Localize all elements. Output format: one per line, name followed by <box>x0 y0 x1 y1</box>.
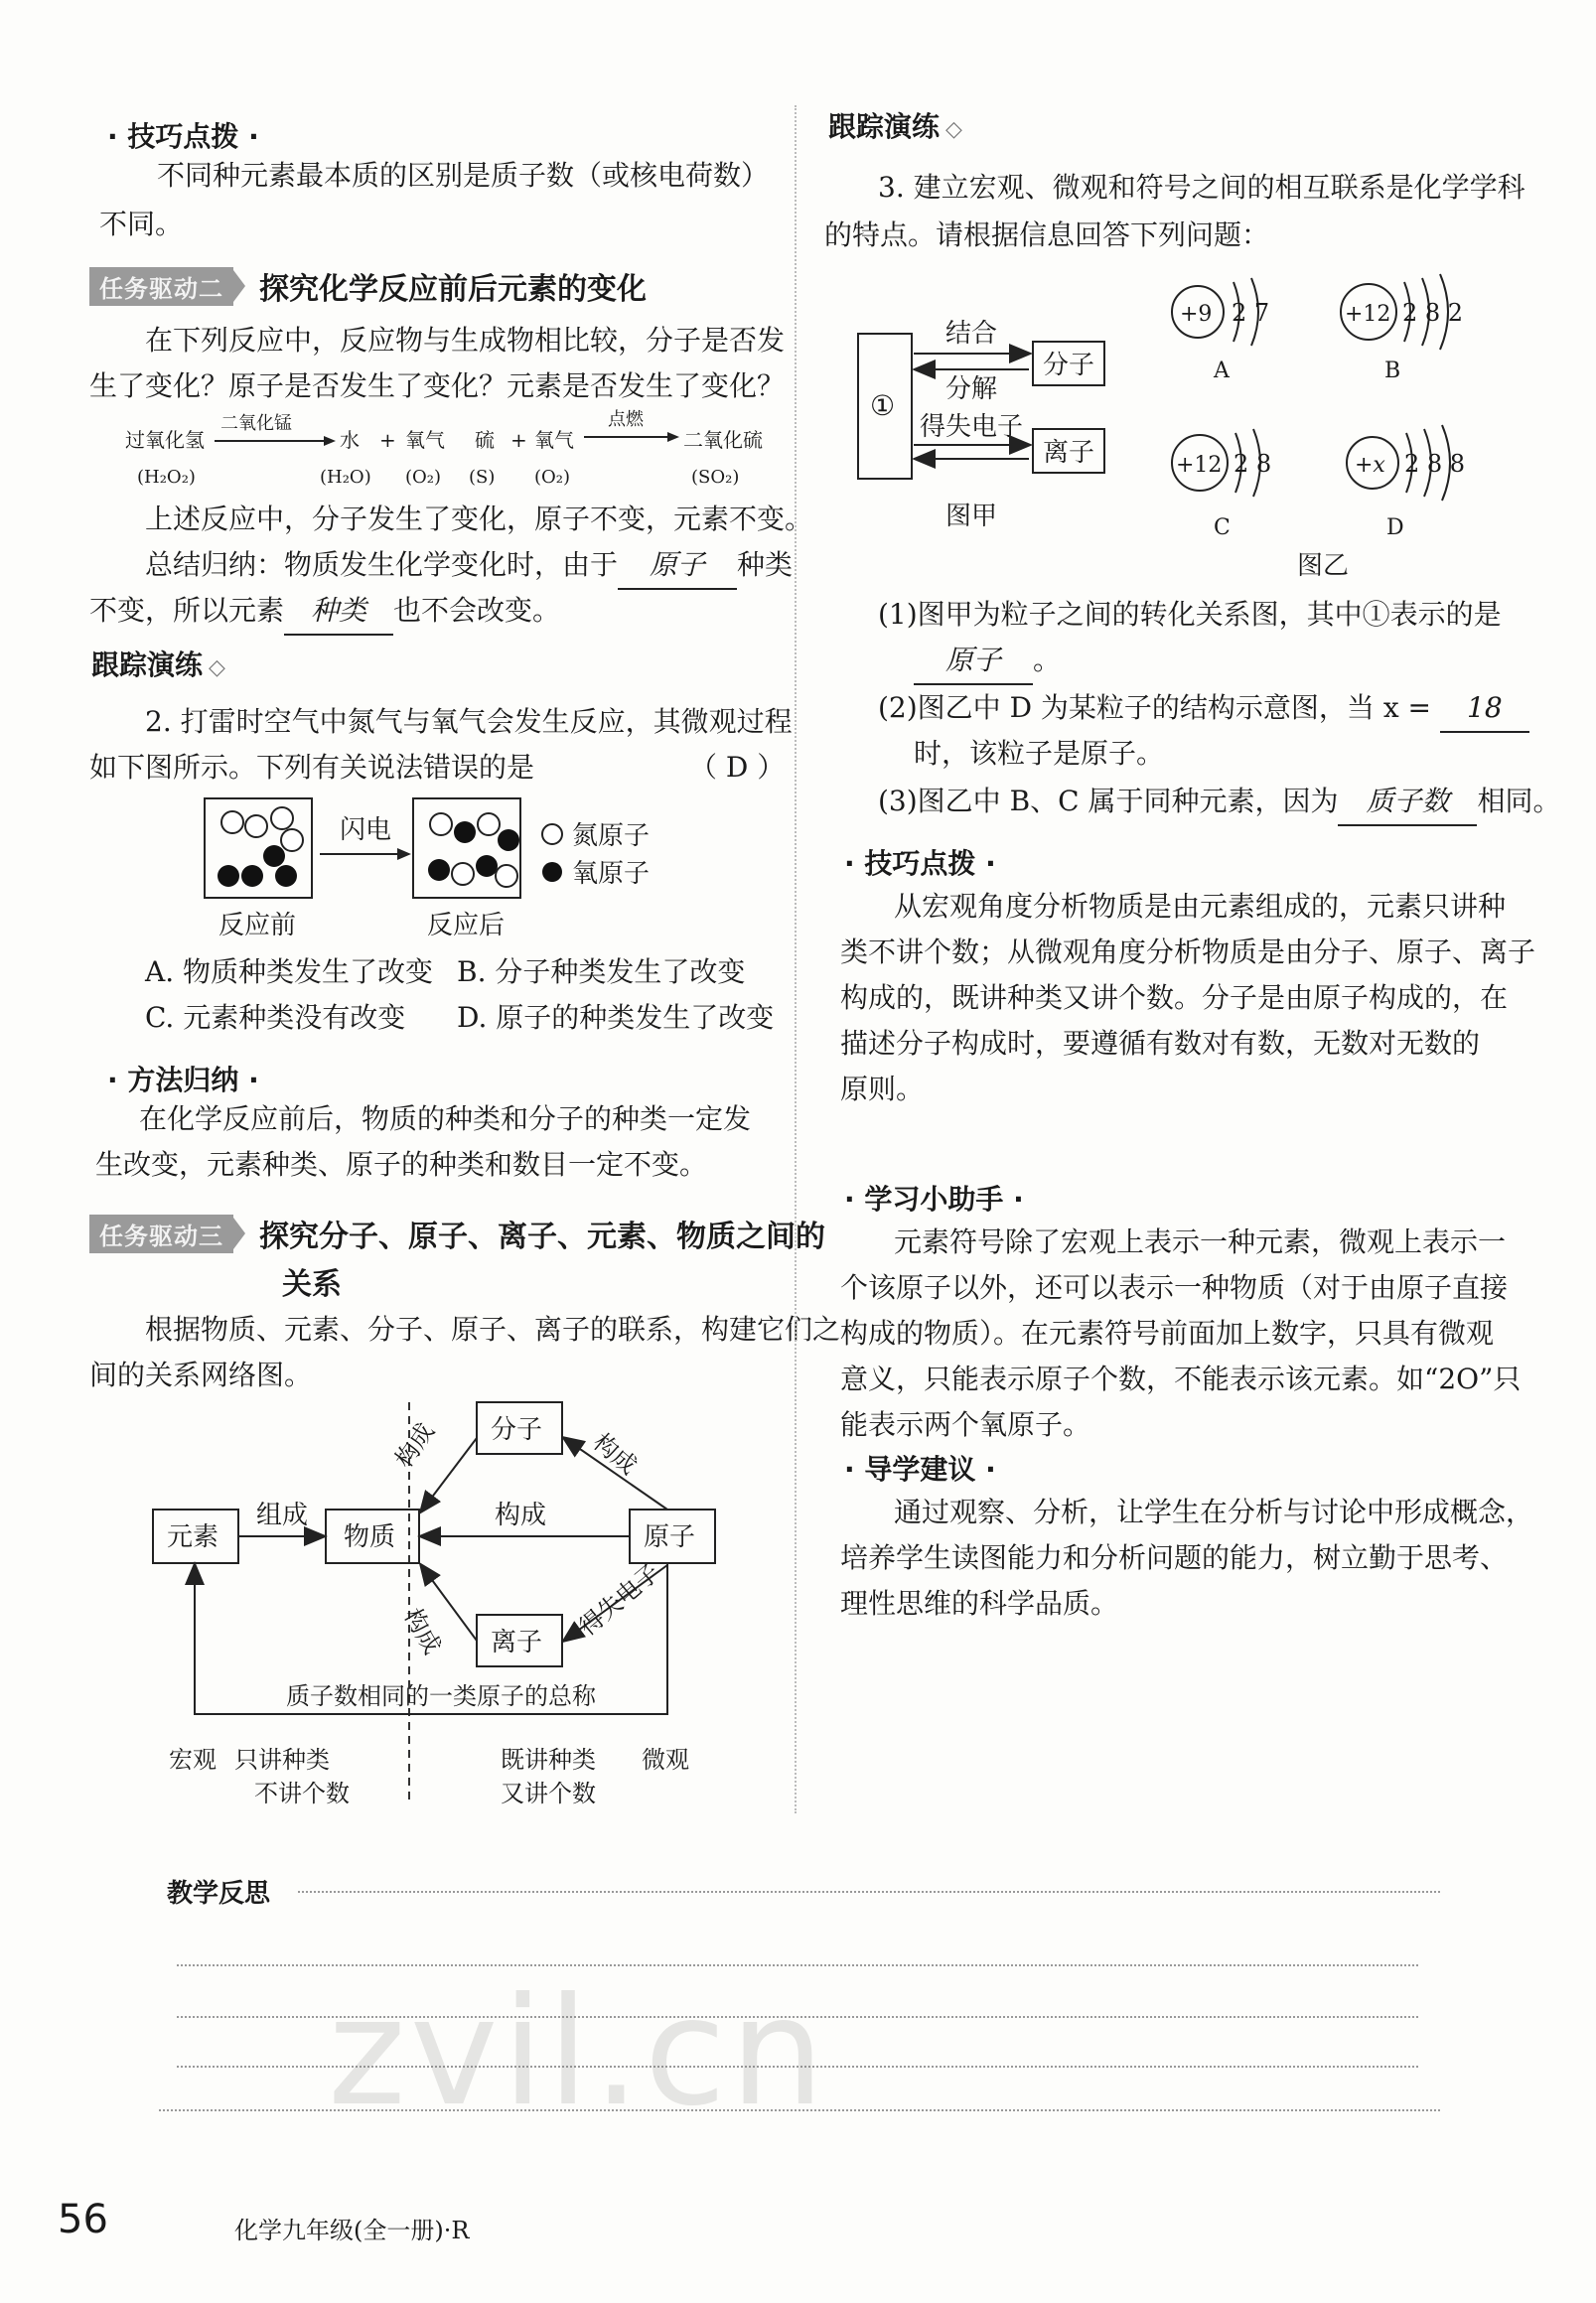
svg-text:C: C <box>1214 515 1231 540</box>
arrow-label: 闪电 <box>340 815 392 845</box>
tip-text: 描述分子构成时，要遵循有数对有数，无数对无数的 <box>840 1027 1481 1060</box>
atom-a <box>1172 278 1269 383</box>
paragraph: 间的关系网络图。 <box>89 1359 313 1391</box>
guide-text: 通过观察、分析，让学生在分析与讨论中形成概念， <box>894 1496 1534 1528</box>
tip-text: 构成的，既讲种类又讲个数。分子是由原子构成的，在 <box>840 981 1509 1014</box>
summary: 总结归纳：物质发生化学变化时，由于 原子 种类 <box>145 542 793 590</box>
column-divider <box>795 105 797 1813</box>
atom-c <box>1172 429 1271 540</box>
task-title: 探究化学反应前后元素的变化 <box>259 272 647 307</box>
formula: (H₂O) <box>320 467 371 488</box>
option: D. 原子的种类发生了改变 <box>457 1001 775 1034</box>
guide-header: · 导学建议 · <box>844 1453 996 1486</box>
micro-label: 微观 <box>642 1746 689 1774</box>
caption-jia: 图甲 <box>945 502 998 531</box>
circle-one: ① <box>870 389 896 422</box>
task-heading-cont: 关系 <box>282 1267 342 1302</box>
option: C. 元素种类没有改变 <box>145 1001 406 1034</box>
task-label: 任务驱动二 <box>89 267 233 306</box>
guide-text: 培养学生读图能力和分析问题的能力，树立勤于思考、 <box>840 1541 1509 1574</box>
tip-text: 原则。 <box>840 1073 925 1105</box>
reactant: 过氧化氢 <box>125 428 205 452</box>
task-arrow <box>233 1218 245 1249</box>
task-heading <box>89 264 647 308</box>
question-part: (2)图乙中 D 为某粒子的结构示意图，当 x = 18 <box>878 685 1529 733</box>
node-substance: 物质 <box>344 1522 396 1552</box>
tip-header: · 技巧点拨 · <box>844 847 996 880</box>
helper-text: 构成的物质）。在元素符号前面加上数字，只具有微观 <box>840 1317 1495 1350</box>
answer-blank: 18 <box>1440 685 1529 733</box>
paragraph: 上述反应中，分子发生了变化，原子不变，元素不变。 <box>145 503 813 535</box>
book-title: 化学九年级(全一册)·R <box>234 2217 470 2244</box>
answer-blank: 种类 <box>284 588 393 636</box>
formula: (SO₂) <box>691 467 740 488</box>
label-make: 构成 <box>495 1501 547 1530</box>
task-label: 任务驱动三 <box>89 1215 233 1253</box>
watermark: zvil.cn <box>328 1966 829 2139</box>
label-lose-gain: 得失电子 <box>573 1558 665 1642</box>
helper-text: 意义，只能表示原子个数，不能表示该元素。如“2O”只 <box>840 1363 1522 1395</box>
method-header: · 方法归纳 · <box>107 1064 259 1096</box>
option: A. 物质种类发生了改变 <box>145 955 434 988</box>
formula: (O₂) <box>534 467 571 488</box>
page-number: 56 <box>58 2197 108 2242</box>
plus: + <box>510 428 527 452</box>
paragraph: 生了变化？原子是否发生了变化？元素是否发生了变化？ <box>89 369 786 402</box>
box-ion: 离子 <box>1043 438 1095 468</box>
node-molecule: 分子 <box>491 1415 543 1445</box>
legend-white-atom <box>542 824 562 844</box>
answer-blank: 原子 <box>914 638 1033 685</box>
figure-jia <box>854 308 1132 536</box>
question-part: 时，该粒子是原子。 <box>914 737 1165 770</box>
answer-blank: 质子数 <box>1338 779 1477 826</box>
reflection-header: 教学反思 <box>167 1879 271 1909</box>
label-compose: 组成 <box>256 1501 309 1530</box>
label-combine: 结合 <box>945 319 998 349</box>
svg-text:+12: +12 <box>1345 302 1391 327</box>
question: 3. 建立宏观、微观和符号之间的相互联系是化学学科 <box>878 171 1525 204</box>
reaction-equations <box>89 409 785 493</box>
catalyst: 二氧化锰 <box>220 413 292 434</box>
legend-oxygen: 氧原子 <box>572 859 651 889</box>
svg-text:A: A <box>1214 359 1230 383</box>
tip-text: 不同。 <box>99 208 184 240</box>
task-heading <box>89 1212 825 1255</box>
question: 的特点。请根据信息回答下列问题： <box>824 218 1270 251</box>
summary: 不变，所以元素 种类 也不会改变。 <box>89 588 560 636</box>
question: 2. 打雷时空气中氮气与氧气会发生反应，其微观过程 <box>145 705 793 738</box>
question-part: 原子 。 <box>914 638 1061 685</box>
relation-network <box>139 1398 775 1815</box>
caption-after: 反应后 <box>427 911 506 940</box>
method-text: 生改变，元素种类、原子的种类和数目一定不变。 <box>95 1148 708 1181</box>
caption-before: 反应前 <box>218 911 297 940</box>
micro-process-figure <box>189 794 725 943</box>
legend-black-atom <box>542 862 562 882</box>
helper-header: · 学习小助手 · <box>844 1183 1024 1216</box>
label-make: 构成 <box>398 1603 447 1659</box>
paragraph: 根据物质、元素、分子、原子、离子的联系，构建它们之 <box>145 1313 841 1346</box>
formula: (O₂) <box>405 467 442 488</box>
plus: + <box>379 428 396 452</box>
task-title: 探究分子、原子、离子、元素、物质之间的 <box>259 1220 825 1254</box>
reactant: 硫 <box>475 428 495 452</box>
paragraph: 在下列反应中，反应物与生成物相比较，分子是否发 <box>145 324 786 357</box>
method-text: 在化学反应前后，物质的种类和分子的种类一定发 <box>139 1102 752 1135</box>
label-make: 构成 <box>389 1417 440 1474</box>
figure-yi <box>1152 258 1529 586</box>
caption-yi: 图乙 <box>1297 551 1350 581</box>
track-header: 跟踪演练 ◇ <box>828 110 962 143</box>
product: 水 <box>340 428 360 452</box>
guide-text: 理性思维的科学品质。 <box>840 1587 1119 1620</box>
tip-text: 不同种元素最本质的区别是质子数（或核电荷数） <box>157 159 770 192</box>
svg-text:+x: +x <box>1355 453 1385 478</box>
atom-b <box>1341 274 1463 383</box>
helper-text: 个该原子以外，还可以表示一种物质（对于由原子直接 <box>840 1271 1509 1304</box>
helper-text: 元素符号除了宏观上表示一种元素，微观上表示一 <box>894 1225 1507 1258</box>
label-decompose: 分解 <box>945 374 998 404</box>
micro-note: 又讲个数 <box>501 1780 596 1807</box>
node-element: 元素 <box>167 1522 219 1552</box>
diamond-icon: ◇ <box>209 655 225 680</box>
tip-text: 类不讲个数；从微观角度分析物质是由分子、原子、离子 <box>840 936 1536 968</box>
option: B. 分子种类发生了改变 <box>457 955 746 988</box>
svg-text:2 7: 2 7 <box>1232 299 1270 327</box>
question-part: (1)图甲为粒子之间的转化关系图，其中①表示的是 <box>878 598 1502 631</box>
track-header: 跟踪演练 ◇ <box>91 648 225 681</box>
condition: 点燃 <box>608 409 644 430</box>
atom-d <box>1347 425 1465 540</box>
task-arrow <box>233 270 245 302</box>
reactant: 氧气 <box>534 428 574 452</box>
label-make: 构成 <box>587 1427 643 1481</box>
formula: (S) <box>469 467 496 488</box>
question-part: (3)图乙中 B、C 属于同种元素，因为 质子数 相同。 <box>878 779 1560 826</box>
node-atom: 原子 <box>644 1522 696 1552</box>
micro-note: 既讲种类 <box>501 1746 596 1774</box>
svg-text:B: B <box>1384 359 1401 383</box>
tip-header: · 技巧点拨 · <box>107 120 259 153</box>
svg-text:2 8: 2 8 <box>1233 450 1272 478</box>
product: 氧气 <box>405 428 445 452</box>
formula: (H₂O₂) <box>137 467 196 488</box>
answer-blank: 原子 <box>618 542 737 590</box>
product: 二氧化硫 <box>683 428 763 452</box>
macro-note: 不讲个数 <box>254 1780 350 1807</box>
helper-text: 能表示两个氧原子。 <box>840 1408 1091 1441</box>
reflection-line <box>298 1891 1440 1893</box>
question: 如下图所示。下列有关说法错误的是 <box>89 751 535 784</box>
question-answer: （ D ） <box>689 751 786 784</box>
svg-text:+9: +9 <box>1180 302 1213 327</box>
svg-text:2 8 2: 2 8 2 <box>1402 299 1464 327</box>
legend-nitrogen: 氮原子 <box>572 821 651 851</box>
label-bottom: 质子数相同的一类原子的总称 <box>286 1682 596 1710</box>
macro-label: 宏观 <box>169 1746 217 1774</box>
box-molecule: 分子 <box>1043 351 1095 380</box>
label-lose-gain: 得失电子 <box>920 412 1024 442</box>
svg-text:D: D <box>1386 515 1404 540</box>
tip-text: 从宏观角度分析物质是由元素组成的，元素只讲种 <box>894 890 1507 923</box>
svg-text:2 8 8: 2 8 8 <box>1404 450 1466 478</box>
macro-note: 只讲种类 <box>234 1746 330 1774</box>
node-ion: 离子 <box>491 1628 543 1657</box>
diamond-icon: ◇ <box>945 117 962 142</box>
svg-text:+12: +12 <box>1176 453 1223 478</box>
